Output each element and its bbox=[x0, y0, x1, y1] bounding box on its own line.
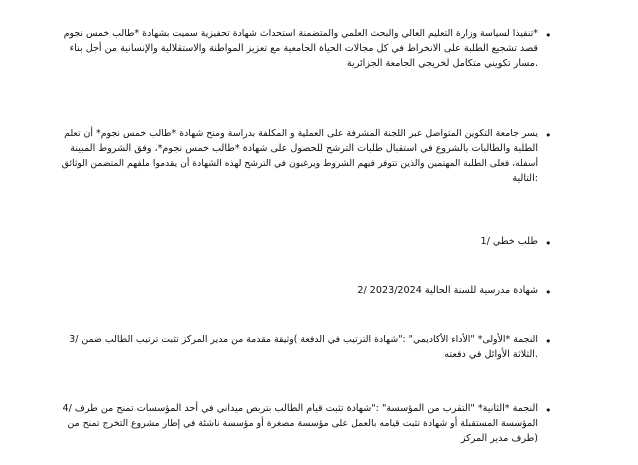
text-line: النجمة *الأولى* "الأداء الأكاديمي" :"شهادة الترتيب في الدفعة )وثيقة مقدمة من مدير المركز تثبت ترتيب الطالب ضمن /3 bbox=[69, 334, 538, 345]
text-line: :التالية bbox=[512, 173, 538, 184]
text-line: أسفله، فعلى الطلبة المهتمين والذين تتوفر فيهم الشروط ويرغبون في الترشح لهذه الشهادة أن يقدموا ملفهم المتضمن الوثائق bbox=[61, 158, 538, 169]
text-line: شهادة مدرسية للسنة الحالية 2023/2024 /2 bbox=[357, 285, 538, 296]
text-line: .الثلاثة الأوائل في دفعته bbox=[444, 349, 538, 360]
text-line: (طرف مدير المركز bbox=[460, 433, 538, 444]
text-line: *تنفيذا لسياسة وزارة التعليم العالي والبحث العلمي والمتضمنة استحداث شهادة تحفيزية سميت بشهادة *طالب خمس نجوم bbox=[63, 28, 538, 39]
list-bullet: • bbox=[545, 237, 552, 250]
requirement-item-4 bbox=[60, 401, 538, 446]
list-bullet: • bbox=[545, 286, 552, 299]
text-line: المؤسسة المستقبلة أو شهادة تثبت قيامه بالعمل على مؤسسة مصغرة أو مؤسسة ناشئة في إطار مشروع التخرج تمنح من bbox=[67, 418, 538, 429]
paragraph-announcement bbox=[60, 126, 538, 186]
text-line: طلب خطي /1 bbox=[480, 236, 538, 247]
text-line: قصد تشجيع الطلبة على الانخراط في كل مجالات الحياة الجامعية مع تعزيز المواطنة والاستقلالية والإنسانية من أجل بناء bbox=[69, 43, 538, 54]
requirement-item-1 bbox=[60, 234, 538, 249]
text-line: .مسار تكويني متكامل لخريجي الجامعة الجزائرية bbox=[346, 58, 538, 69]
list-bullet: • bbox=[545, 404, 552, 417]
text-line: الطلبة والطالبات بالشروع في استقبال طلبات الترشح للحصول على شهادة *طالب خمس نجوم*، وفق الشروط المبينة bbox=[70, 143, 538, 154]
list-bullet: • bbox=[545, 335, 552, 348]
text-line: يسر جامعة التكوين المتواصل عبر اللجنة المشرفة على العملية و المكلفة بدراسة ومنح شهادة *طالب خمس نجوم* أن تعلم bbox=[64, 128, 538, 139]
list-bullet: • bbox=[545, 29, 552, 42]
requirement-item-2 bbox=[60, 283, 538, 298]
requirement-item-3 bbox=[60, 332, 538, 362]
list-bullet: • bbox=[545, 129, 552, 142]
text-line: النجمة *الثانية* "التقرب من المؤسسة" :"شهادة تثبت قيام الطالب بتربص ميداني في أحد المؤسسات تمنح من طرف /4 bbox=[62, 403, 538, 414]
paragraph-intro bbox=[60, 26, 538, 71]
